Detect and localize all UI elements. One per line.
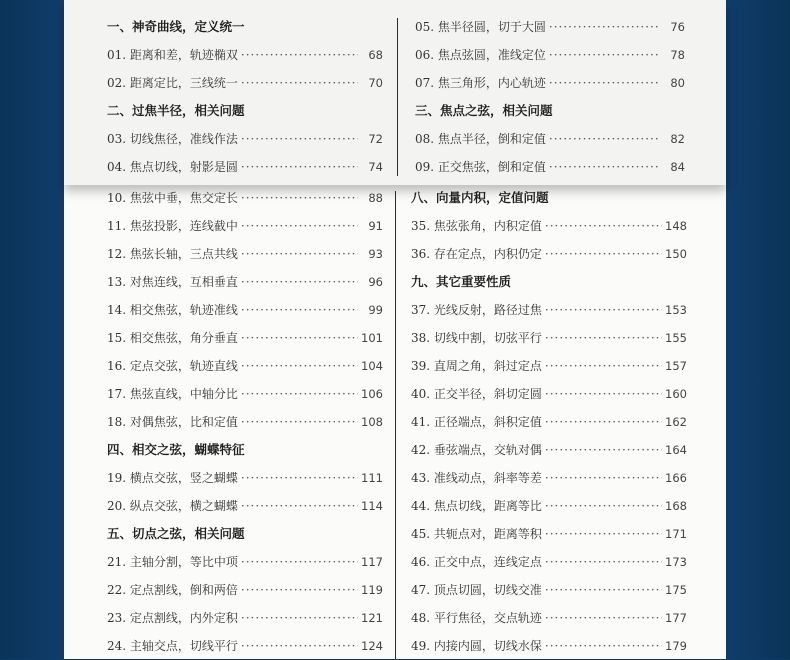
toc-entry-title: 49. 内接内圆，切线水保 xyxy=(411,639,542,653)
section-heading: 一、神奇曲线，定义统一 xyxy=(107,19,245,34)
toc-entry[interactable] xyxy=(411,604,687,632)
dot-leader xyxy=(545,240,662,268)
toc-entry[interactable] xyxy=(411,296,687,324)
toc-entry-page-number: 171 xyxy=(665,527,687,541)
toc-entry[interactable] xyxy=(107,69,383,97)
section-heading: 八、向量内积，定值问题 xyxy=(411,190,549,205)
toc-entry-page-number: 157 xyxy=(665,359,687,373)
dot-leader xyxy=(241,69,358,97)
toc-entry[interactable] xyxy=(411,492,687,520)
section-heading: 四、相交之弦，蝴蝶特征 xyxy=(107,442,245,457)
dot-leader xyxy=(549,41,660,69)
section-heading: 二、过焦半径，相关问题 xyxy=(107,103,245,118)
dot-leader xyxy=(545,520,662,548)
toc-entry-page-number: 119 xyxy=(361,583,383,597)
toc-entry-page-number: 164 xyxy=(665,443,687,457)
toc-entry-page-number: 121 xyxy=(361,611,383,625)
toc-entry-title: 16. 定点交弦，轨迹直线 xyxy=(107,359,238,373)
dot-leader xyxy=(545,492,662,520)
toc-entry-title: 17. 焦弦直线，中轴分比 xyxy=(107,387,238,401)
toc-entry-title: 37. 光线反射，路径过焦 xyxy=(411,303,542,317)
toc-entry-page-number: 96 xyxy=(368,275,383,289)
toc-entry[interactable] xyxy=(107,268,383,296)
lower-right-column xyxy=(411,184,687,660)
toc-entry[interactable] xyxy=(411,212,687,240)
toc-entry-page-number: 99 xyxy=(368,303,383,317)
dot-leader xyxy=(545,604,662,632)
toc-entry-title: 41. 正径端点，斜积定值 xyxy=(411,415,542,429)
toc-entry[interactable] xyxy=(411,436,687,464)
dot-leader xyxy=(241,548,358,576)
toc-entry[interactable] xyxy=(107,125,383,153)
toc-entry-page-number: 117 xyxy=(361,555,383,569)
toc-entry-title: 35. 焦弦张角，内积定值 xyxy=(411,219,542,233)
toc-entry-page-number: 111 xyxy=(361,471,383,485)
toc-entry-page-number: 148 xyxy=(665,219,687,233)
dot-leader xyxy=(241,125,358,153)
toc-entry-title: 40. 正交半径，斜切定圆 xyxy=(411,387,542,401)
toc-entry-title: 39. 直周之角，斜过定点 xyxy=(411,359,542,373)
upper-left-column xyxy=(107,13,383,181)
toc-entry-title: 10. 焦弦中垂，焦交定长 xyxy=(107,191,238,205)
right-blue-border xyxy=(726,0,790,659)
toc-entry[interactable] xyxy=(411,520,687,548)
toc-entry-title: 15. 相交焦弦，角分垂直 xyxy=(107,331,238,345)
toc-entry-page-number: 162 xyxy=(665,415,687,429)
toc-entry-page-number: 82 xyxy=(670,132,685,146)
toc-entry-title: 05. 焦半径圆，切于大圆 xyxy=(415,20,546,34)
toc-entry[interactable] xyxy=(107,380,383,408)
dot-leader xyxy=(241,184,358,212)
toc-entry-page-number: 155 xyxy=(665,331,687,345)
section-heading: 三、焦点之弦，相关问题 xyxy=(415,103,553,118)
dot-leader xyxy=(545,632,662,660)
toc-entry[interactable] xyxy=(411,408,687,436)
toc-entry[interactable] xyxy=(107,184,383,212)
toc-entry[interactable] xyxy=(411,324,687,352)
toc-entry[interactable] xyxy=(415,41,685,69)
toc-entry[interactable] xyxy=(411,548,687,576)
toc-entry-page-number: 114 xyxy=(361,499,383,513)
lower-left-column xyxy=(107,184,383,660)
toc-entry-page-number: 88 xyxy=(368,191,383,205)
dot-leader xyxy=(545,436,662,464)
toc-entry-page-number: 160 xyxy=(665,387,687,401)
toc-entry[interactable] xyxy=(411,576,687,604)
toc-entry-page-number: 153 xyxy=(665,303,687,317)
upper-right-column xyxy=(415,13,685,181)
toc-entry[interactable] xyxy=(415,69,685,97)
dot-leader xyxy=(241,41,358,69)
toc-entry[interactable] xyxy=(107,296,383,324)
dot-leader xyxy=(241,408,358,436)
dot-leader xyxy=(241,324,358,352)
dot-leader xyxy=(545,548,662,576)
toc-entry-title: 04. 焦点切线，射影是圆 xyxy=(107,160,238,174)
toc-entry[interactable] xyxy=(411,380,687,408)
toc-entry[interactable] xyxy=(411,352,687,380)
toc-entry-title: 01. 距离和差，轨迹椭双 xyxy=(107,48,238,62)
dot-leader xyxy=(241,492,358,520)
toc-entry-page-number: 76 xyxy=(670,20,685,34)
dot-leader xyxy=(549,13,660,41)
toc-entry-page-number: 124 xyxy=(361,639,383,653)
toc-entry[interactable] xyxy=(415,125,685,153)
dot-leader xyxy=(241,380,358,408)
toc-entry[interactable] xyxy=(415,13,685,41)
toc-entry-title: 02. 距离定比，三线统一 xyxy=(107,76,238,90)
toc-entry-page-number: 150 xyxy=(665,247,687,261)
dot-leader xyxy=(545,212,662,240)
toc-entry-page-number: 173 xyxy=(665,555,687,569)
toc-entry-title: 42. 垂弦端点，交轨对偶 xyxy=(411,443,542,457)
toc-entry-page-number: 175 xyxy=(665,583,687,597)
dot-leader xyxy=(241,240,358,268)
upper-column-divider xyxy=(397,18,398,176)
toc-entry-title: 36. 存在定点，内积仍定 xyxy=(411,247,542,261)
dot-leader xyxy=(241,212,358,240)
toc-entry-page-number: 106 xyxy=(361,387,383,401)
toc-entry-title: 14. 相交焦弦，轨迹准线 xyxy=(107,303,238,317)
section-heading: 五、切点之弦，相关问题 xyxy=(107,526,245,541)
toc-entry-page-number: 179 xyxy=(665,639,687,653)
lower-column-divider xyxy=(395,191,396,659)
toc-entry-page-number: 108 xyxy=(361,415,383,429)
toc-entry-title: 18. 对偶焦弦，比和定值 xyxy=(107,415,238,429)
toc-entry-page-number: 74 xyxy=(368,160,383,174)
toc-entry[interactable] xyxy=(411,464,687,492)
toc-entry-page-number: 78 xyxy=(670,48,685,62)
dot-leader xyxy=(549,153,660,181)
toc-entry-page-number: 91 xyxy=(368,219,383,233)
toc-entry-page-number: 80 xyxy=(670,76,685,90)
dot-leader xyxy=(545,408,662,436)
toc-entry[interactable] xyxy=(415,153,685,181)
dot-leader xyxy=(545,352,662,380)
toc-entry[interactable] xyxy=(107,41,383,69)
dot-leader xyxy=(241,352,358,380)
toc-entry[interactable] xyxy=(411,632,687,660)
dot-leader xyxy=(241,268,358,296)
toc-entry-title: 46. 正交中点，连线定点 xyxy=(411,555,542,569)
toc-entry-title: 06. 焦点弦圆，准线定位 xyxy=(415,48,546,62)
toc-entry[interactable] xyxy=(107,153,383,181)
dot-leader xyxy=(549,125,660,153)
toc-entry-title: 11. 焦弦投影，连线截中 xyxy=(107,219,238,233)
toc-entry[interactable] xyxy=(107,464,383,492)
toc-entry-title: 44. 焦点切线，距离等比 xyxy=(411,499,542,513)
section-heading: 九、其它重要性质 xyxy=(411,274,512,289)
dot-leader xyxy=(241,464,358,492)
toc-entry-title: 47. 顶点切圆，切线交准 xyxy=(411,583,542,597)
toc-entry-title: 22. 定点割线，倒和两倍 xyxy=(107,583,238,597)
toc-entry-title: 19. 横点交弦，竖之蝴蝶 xyxy=(107,471,238,485)
toc-entry[interactable] xyxy=(107,212,383,240)
toc-entry-page-number: 104 xyxy=(361,359,383,373)
toc-entry-title: 09. 正交焦弦，倒和定值 xyxy=(415,160,546,174)
toc-entry-title: 20. 纵点交弦，横之蝴蝶 xyxy=(107,499,238,513)
dot-leader xyxy=(241,632,358,660)
toc-entry-title: 48. 平行焦径，交点轨迹 xyxy=(411,611,542,625)
dot-leader xyxy=(549,69,660,97)
dot-leader xyxy=(545,324,662,352)
dot-leader xyxy=(545,380,662,408)
toc-entry[interactable] xyxy=(107,548,383,576)
toc-entry[interactable] xyxy=(107,408,383,436)
toc-entry-page-number: 70 xyxy=(368,76,383,90)
toc-entry-title: 45. 共轭点对，距离等积 xyxy=(411,527,542,541)
toc-entry-title: 43. 准线动点，斜率等差 xyxy=(411,471,542,485)
toc-entry-title: 12. 焦弦长轴，三点共线 xyxy=(107,247,238,261)
toc-entry[interactable] xyxy=(107,632,383,660)
dot-leader xyxy=(241,296,358,324)
toc-entry-title: 03. 切线焦径，准线作法 xyxy=(107,132,238,146)
toc-entry-title: 08. 焦点半径，倒和定值 xyxy=(415,132,546,146)
toc-entry-page-number: 177 xyxy=(665,611,687,625)
toc-entry-title: 07. 焦三角形，内心轨迹 xyxy=(415,76,546,90)
toc-entry[interactable] xyxy=(107,576,383,604)
toc-entry[interactable] xyxy=(411,240,687,268)
toc-entry[interactable] xyxy=(107,324,383,352)
toc-entry-title: 13. 对焦连线，互相垂直 xyxy=(107,275,238,289)
dot-leader xyxy=(545,576,662,604)
toc-entry[interactable] xyxy=(107,240,383,268)
dot-leader xyxy=(545,464,662,492)
toc-entry-title: 24. 主轴交点，切线平行 xyxy=(107,639,238,653)
dot-leader xyxy=(241,604,358,632)
toc-entry-page-number: 72 xyxy=(368,132,383,146)
toc-entry[interactable] xyxy=(107,604,383,632)
toc-entry-page-number: 68 xyxy=(368,48,383,62)
toc-entry-page-number: 166 xyxy=(665,471,687,485)
toc-entry[interactable] xyxy=(107,492,383,520)
toc-entry-page-number: 93 xyxy=(368,247,383,261)
toc-entry[interactable] xyxy=(107,352,383,380)
toc-entry-page-number: 84 xyxy=(670,160,685,174)
dot-leader xyxy=(241,576,358,604)
dot-leader xyxy=(241,153,358,181)
toc-entry-title: 21. 主轴分割，等比中项 xyxy=(107,555,238,569)
left-blue-border xyxy=(0,0,64,659)
toc-entry-title: 23. 定点割线，内外定积 xyxy=(107,611,238,625)
toc-entry-page-number: 101 xyxy=(361,331,383,345)
toc-entry-title: 38. 切线中割，切弦平行 xyxy=(411,331,542,345)
toc-entry-page-number: 168 xyxy=(665,499,687,513)
dot-leader xyxy=(545,296,662,324)
